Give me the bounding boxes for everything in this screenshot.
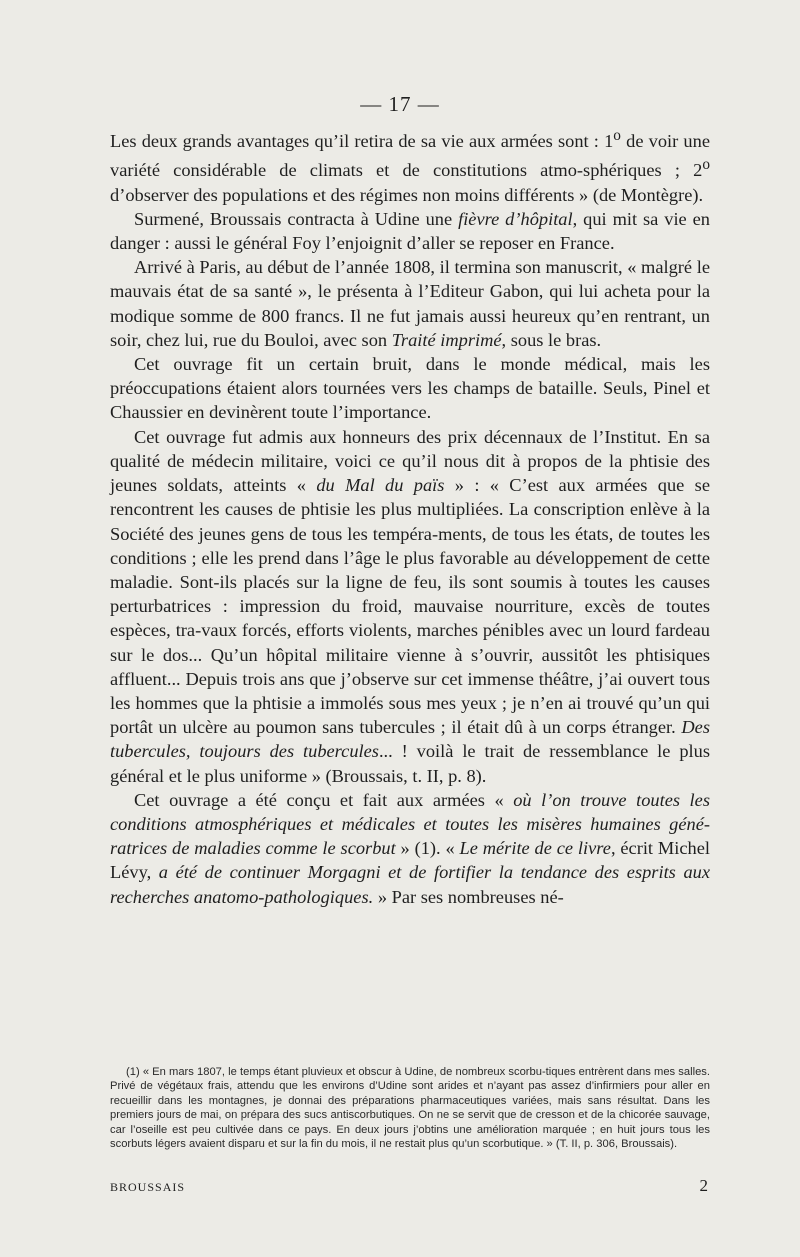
signature-mark: BROUSSAIS: [110, 1180, 186, 1194]
paragraph-1: Les deux grands avantages qu’il retira de sa vie aux armées sont : 1$^o$ de voir une variété considérable de climats et de constitutions atmo-sphériques ; 2$^o$ d’observer des populations et des régimes non moins différents » (de Montègre).: [110, 127, 710, 205]
page-number: — 17 —: [360, 92, 440, 116]
main-text: [110, 124, 710, 909]
signature-line: [110, 1176, 710, 1195]
footnote-1: (1) « En mars 1807, le temps étant pluvieux et obscur à Udine, de nombreux scorbu-tiques entrèrent dans mes salles. Privé de végétaux frais, attendu que les environs d’Udine sont arides et n’ayant pas assez d’infirmiers pour aller en recueillir dans les montagnes, je donnai des préparations pharmaceutiques variées, mais sans résultat. Dans les premiers jours de mai, on prépara des sucs antiscorbutiques. On ne se servit que de cresson et de la chicorée sauvage, car l’oseille est peu cultivée dans ce pays. En deux jours j’obtins une amélioration marquée ; en huit jours tous les scorbuts légers avaient disparu et sur la fin du mois, il ne restait plus qu’un scorbutique. » (T. II, p. 306, Broussais).: [110, 1066, 710, 1151]
signature-number: 2: [699, 1176, 708, 1195]
footnotes: [110, 1065, 710, 1151]
paragraph-2: Surmené, Broussais contracta à Udine une fièvre d’hôpital, qui mit sa vie en danger : aussi le général Foy l’enjoignit d’aller se reposer en France.: [110, 208, 711, 254]
paragraph-5: Cet ouvrage fut admis aux honneurs des prix décennaux de l’Institut. En sa qualité de médecin militaire, voici ce qu’il nous dit à propos de la phtisie des jeunes soldats, atteints « du Mal du païs » : « C’est aux armées que se rencontrent les causes de phtisie les plus multipliées. La conscription enlève à la Société des jeunes gens de tous les tempéra-ments, de tous les états, de toutes les conditions ; elle les prend dans l’âge le plus favorable au développement de cette maladie. Sont-ils placés sur la ligne de feu, ils sont soumis à toutes les causes perturbatrices : impression du froid, mauvaise nourriture, excès de toutes espèces, tra-vaux forcés, efforts violents, marches pénibles avec un lourd fardeau sur le dos... Qu’un hôpital militaire vienne à s’ouvrir, aussitôt les phtisiques affluent... Depuis trois ans que j’observe sur cet immense théâtre, j’ai ouvert tous les hommes que la phtisie a immolés sous mes yeux ; je n’en ai trouvé qu’un qui portât un ulcère au poumon sans tubercules ; il était dû à un corps étranger. Des tubercules, toujours des tubercules... ! voilà le trait de ressemblance le plus général et le plus uniforme » (Broussais, t. II, p. 8).: [110, 426, 710, 786]
paragraph-4: Cet ouvrage fit un certain bruit, dans le monde médical, mais les préoccupations étaient alors tournées vers les champs de bataille. Seuls, Pinel et Chaussier en devinèrent toute l’importance.: [110, 354, 710, 423]
paragraph-3: Arrivé à Paris, au début de l’année 1808, il termina son manuscrit, « malgré le mauvais état de sa santé », le présenta à l’Editeur Gabon, qui lui acheta pour la modique somme de 800 francs. Il ne fut jamais aussi heureux qu’en rentrant, un soir, chez lui, rue du Bouloi, avec son Traité imprimé, sous le bras.: [110, 257, 710, 350]
paragraph-6: Cet ouvrage a été conçu et fait aux armées « où l’on trouve toutes les conditions atmosphériques et médicales et toutes les misères humaines géné-ratrices de maladies comme le scorbut » (1). « Le mérite de ce livre, écrit Michel Lévy, a été de continuer Morgagni et de fortifier la tendance des esprits aux recherches anatomo-pathologiques. » Par ses nombreuses né-: [110, 789, 710, 907]
